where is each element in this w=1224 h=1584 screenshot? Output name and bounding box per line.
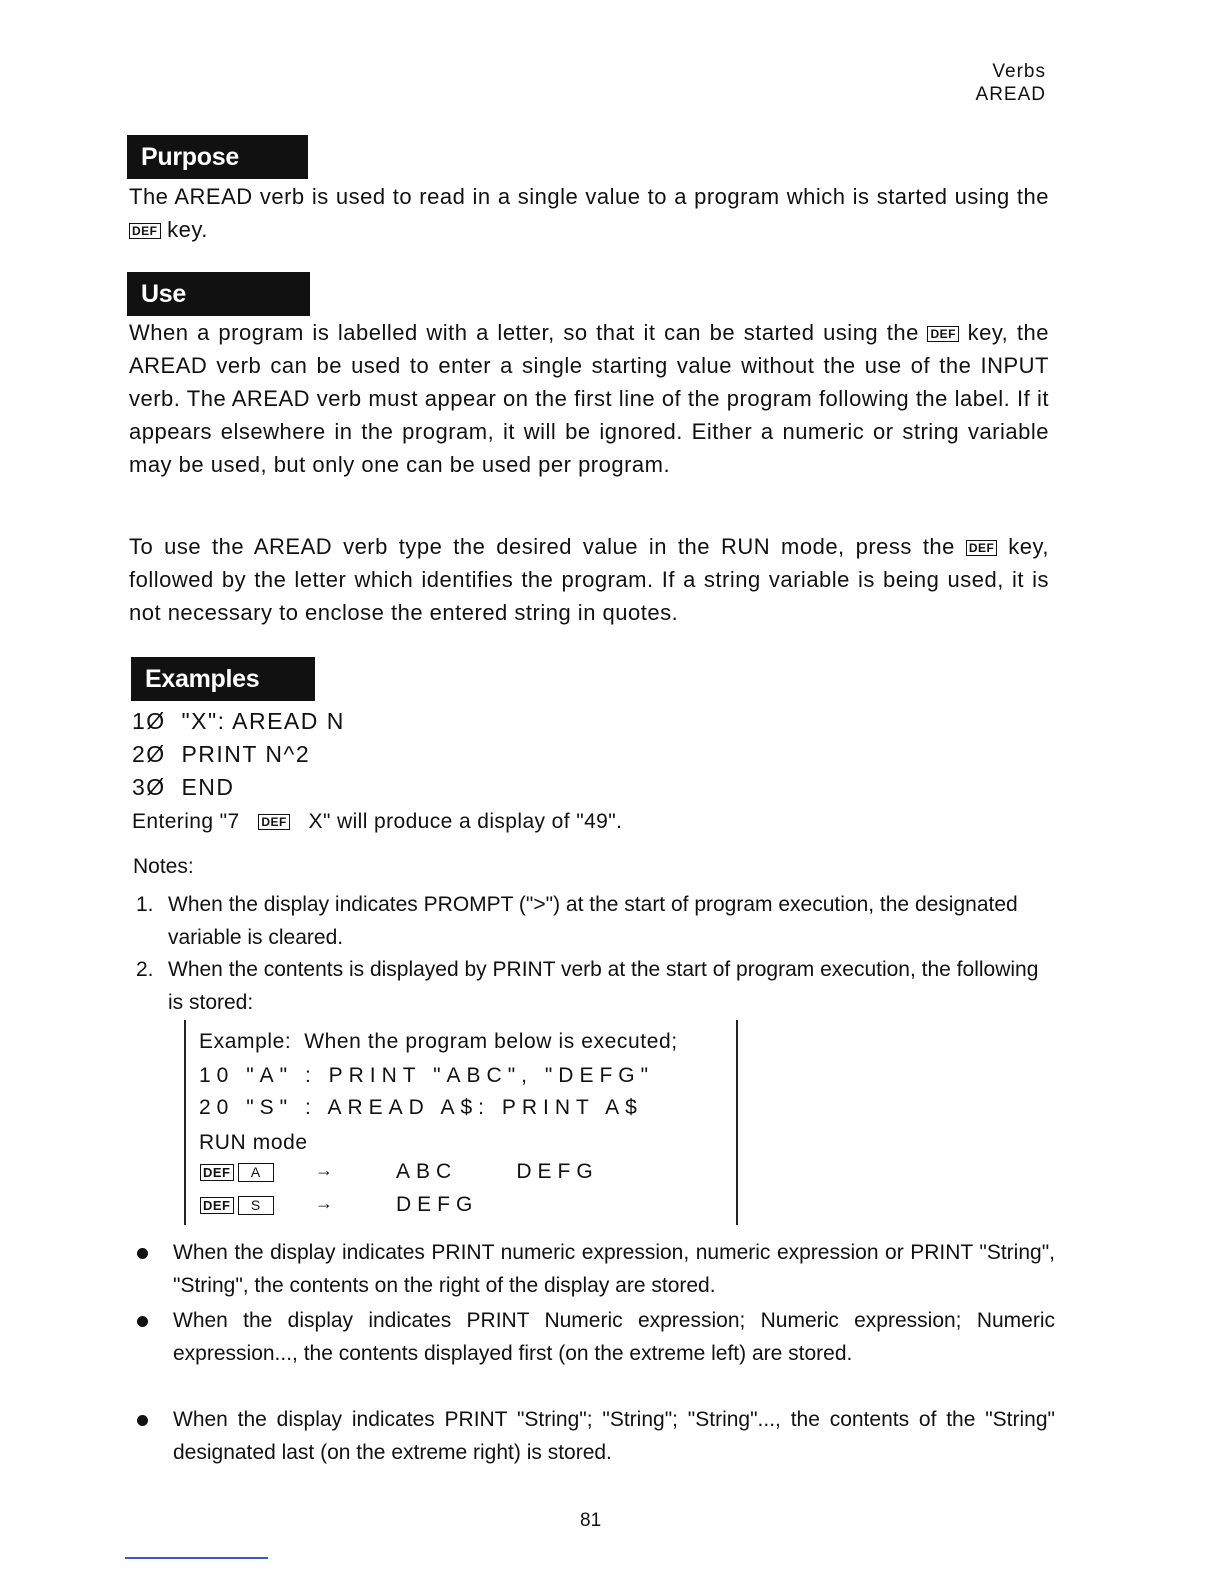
bullet-item-1 <box>137 1236 1057 1302</box>
example-box-line-1: Example: When the program below is executed; <box>199 1030 678 1053</box>
page-number: 81 <box>580 1510 602 1531</box>
entering-before: Entering "7 <box>132 810 240 833</box>
entering-line <box>132 805 622 838</box>
use-heading: Use <box>127 272 310 316</box>
def-key-icon: DEF <box>966 540 998 556</box>
entering-after: X" will produce a display of "49". <box>308 810 623 833</box>
bullet-icon <box>137 1415 148 1426</box>
bullet-text: When the display indicates PRINT Numeric expression; Numeric expression; Numeric expression..., the contents displayed first (on the extreme left) are stored. <box>173 1309 1055 1365</box>
use-paragraph-1 <box>129 316 1049 481</box>
def-key-icon: DEF <box>927 326 959 342</box>
footer-rule <box>125 1557 268 1559</box>
bullet-text: When the display indicates PRINT numeric expression, numeric expression or PRINT "String", "String", the contents on the right of the display are stored. <box>173 1241 1055 1297</box>
bullet-item-2 <box>137 1304 1057 1403</box>
arrow-icon: → <box>315 1160 333 1180</box>
def-key-icon: DEF <box>129 223 161 239</box>
example-key-row-2 <box>200 1193 479 1217</box>
note-text: When the display indicates PROMPT (">") at the start of program execution, the designated variable is cleared. <box>168 893 1018 949</box>
bullet-item-3 <box>137 1403 1057 1469</box>
arrow-icon: → <box>315 1193 333 1213</box>
purpose-heading: Purpose <box>127 135 308 179</box>
def-key-icon: DEF <box>200 1197 234 1214</box>
example-box-line-2: 10 "A" : PRINT "ABC", "DEFG" <box>199 1064 655 1087</box>
note-number: 1. <box>136 893 154 916</box>
def-key-icon: DEF <box>200 1164 234 1181</box>
example-box-line-4: RUN mode <box>199 1131 308 1154</box>
code-line-2: 2Ø PRINT N^2 <box>132 741 311 767</box>
bullet-text: When the display indicates PRINT "String"; "String"; "String"..., the contents of the "String" designated last (on the extreme right) is stored. <box>173 1408 1055 1464</box>
purpose-text-after: key. <box>167 217 208 242</box>
use-p2-before: To use the AREAD verb type the desired value in the RUN mode, press the <box>129 534 955 559</box>
use-paragraph-2 <box>129 530 1049 629</box>
header-section: Verbs <box>992 61 1046 82</box>
letter-key-icon: A <box>238 1163 274 1182</box>
purpose-text <box>129 180 1049 246</box>
note-number: 2. <box>136 958 154 981</box>
code-line-1: 1Ø "X": AREAD N <box>132 708 345 734</box>
notes-label: Notes: <box>133 855 194 878</box>
example-key-row-1 <box>200 1160 599 1184</box>
examples-heading: Examples <box>131 657 315 701</box>
use-p2-after: key, followed by the letter which identifies the program. If a string variable is being used, it is not necessary to enclose the entered string in quotes. <box>129 534 1049 625</box>
use-p1-before: When a program is labelled with a letter, so that it can be started using the <box>129 320 919 345</box>
def-key-icon: DEF <box>258 814 290 830</box>
note-text: When the contents is displayed by PRINT verb at the start of program execution, the following is stored: <box>168 958 1039 1014</box>
bullet-icon <box>137 1248 148 1259</box>
use-p1-after: key, the AREAD verb can be used to enter a single starting value without the use of the INPUT verb. The AREAD verb must appear on the first line of the program following the label. If it appears elsewhere in the program, it will be ignored. Either a numeric or string variable may be used, but only one can be used per program. <box>129 320 1049 477</box>
letter-key-icon: S <box>238 1196 274 1215</box>
note-1 <box>136 888 1056 954</box>
result-text: DEFG <box>396 1193 479 1216</box>
example-box-line-3: 20 "S" : AREAD A$: PRINT A$ <box>199 1096 643 1119</box>
purpose-text-before: The AREAD verb is used to read in a single value to a program which is started using the <box>129 184 1049 209</box>
header-verb: AREAD <box>975 84 1046 105</box>
code-line-3: 3Ø END <box>132 774 235 800</box>
result-text: ABC DEFG <box>396 1160 599 1183</box>
note-2 <box>136 953 1056 1019</box>
bullet-icon <box>137 1316 148 1327</box>
